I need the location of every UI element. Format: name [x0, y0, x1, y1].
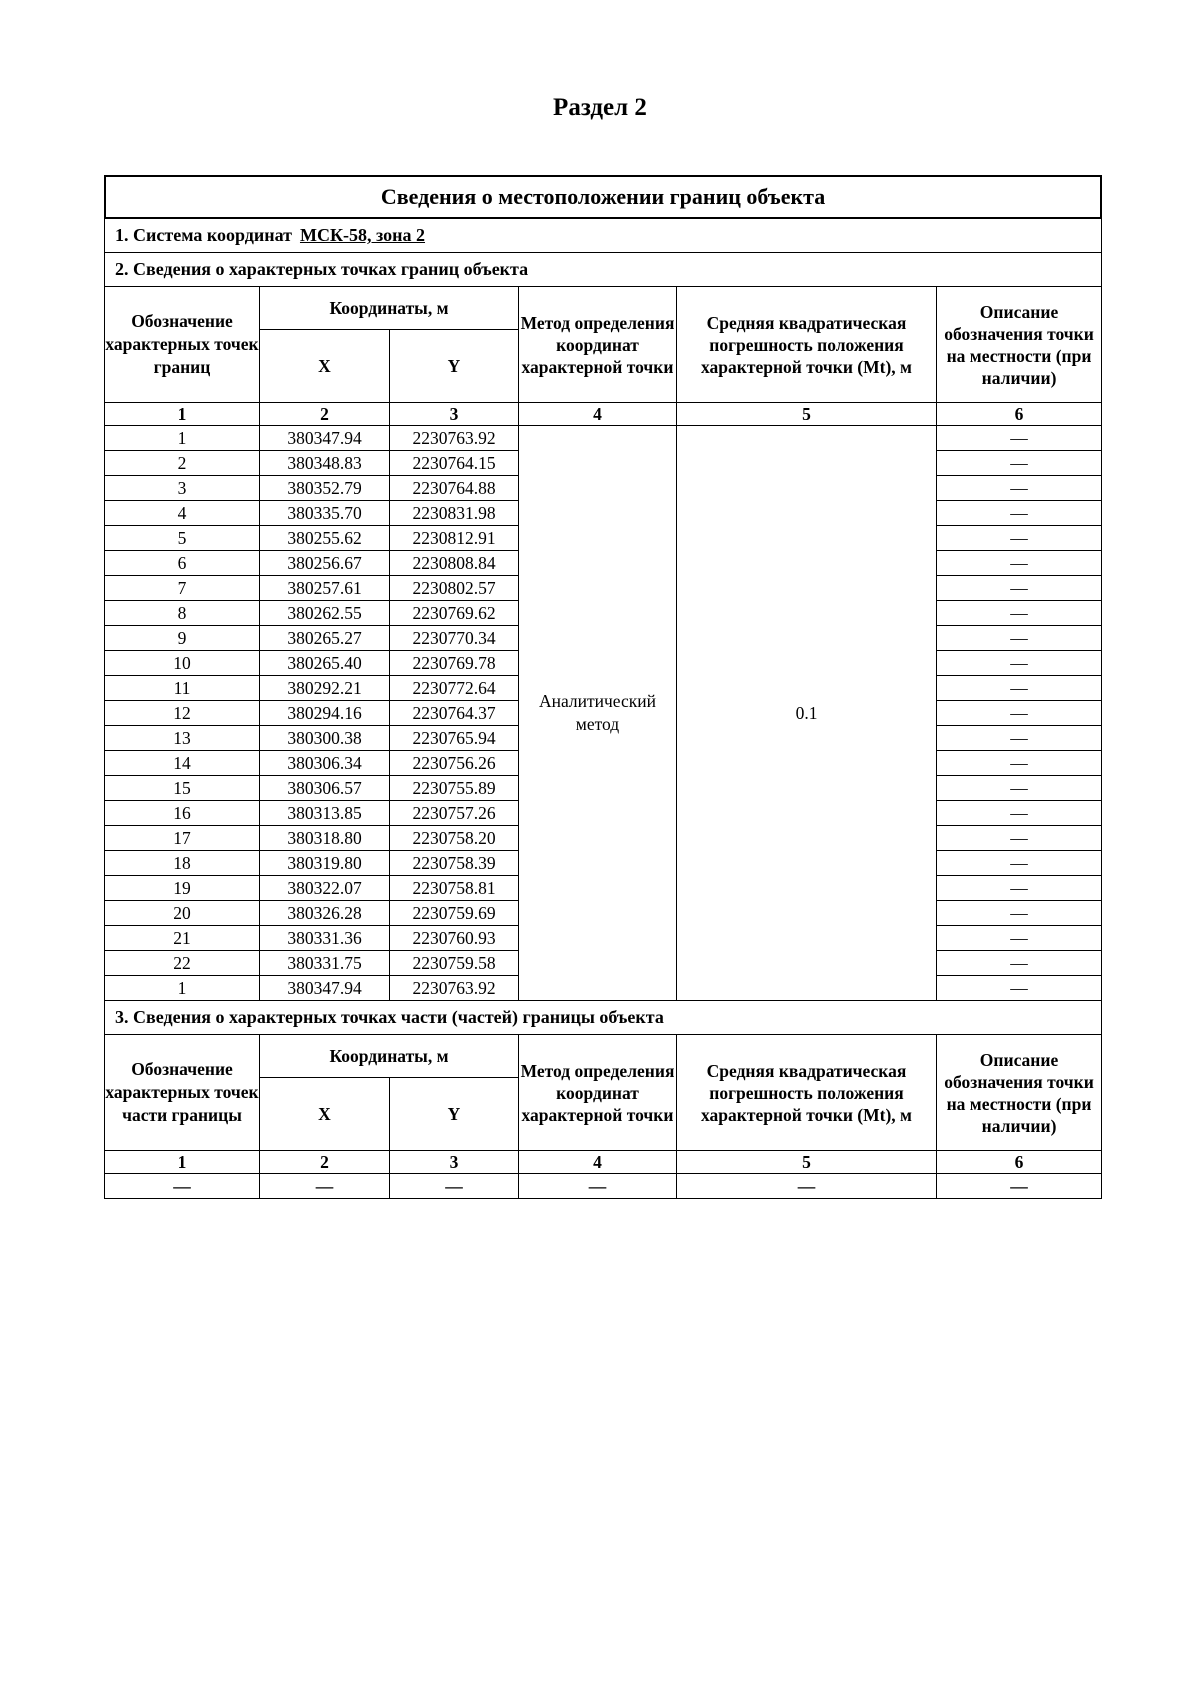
column-number: 6 [937, 1151, 1102, 1174]
point-number: 11 [105, 676, 260, 701]
point-x: 380306.57 [260, 776, 390, 801]
point-description: — [937, 901, 1102, 926]
point-description: — [937, 426, 1102, 451]
point-y: 2230756.26 [390, 751, 519, 776]
point-x: 380347.94 [260, 976, 390, 1001]
s3-header-description: Описание обозначения точки на местности (при наличии) [937, 1035, 1102, 1151]
header-method: Метод определения координат характерной точки [519, 287, 677, 403]
page-title: Раздел 2 [553, 94, 647, 121]
empty-cell: — [260, 1174, 390, 1199]
point-y: 2230759.58 [390, 951, 519, 976]
method-value: Аналитический метод [519, 426, 677, 1001]
point-number: 9 [105, 626, 260, 651]
point-number: 17 [105, 826, 260, 851]
point-row [105, 426, 1102, 451]
column-number: 4 [519, 403, 677, 426]
point-number: 16 [105, 801, 260, 826]
column-number: 1 [105, 403, 260, 426]
column-number: 2 [260, 403, 390, 426]
point-y: 2230764.37 [390, 701, 519, 726]
column-number: 3 [390, 1151, 519, 1174]
point-number: 18 [105, 851, 260, 876]
boundary-document [104, 175, 1101, 1199]
point-y: 2230764.15 [390, 451, 519, 476]
s3-header-coordinates: Координаты, м [260, 1035, 519, 1078]
point-y: 2230808.84 [390, 551, 519, 576]
column-number: 6 [937, 403, 1102, 426]
s3-header-designation: Обозначение характерных точек части границы [105, 1035, 260, 1151]
point-x: 380331.36 [260, 926, 390, 951]
section-1-label: 1. Система координат [115, 225, 292, 245]
point-x: 380347.94 [260, 426, 390, 451]
point-x: 380335.70 [260, 501, 390, 526]
point-description: — [937, 751, 1102, 776]
point-y: 2230760.93 [390, 926, 519, 951]
point-y: 2230765.94 [390, 726, 519, 751]
point-number: 2 [105, 451, 260, 476]
point-description: — [937, 726, 1102, 751]
point-description: — [937, 651, 1102, 676]
point-x: 380319.80 [260, 851, 390, 876]
point-number: 3 [105, 476, 260, 501]
point-number: 10 [105, 651, 260, 676]
point-x: 380262.55 [260, 601, 390, 626]
point-y: 2230769.62 [390, 601, 519, 626]
point-number: 7 [105, 576, 260, 601]
empty-cell: — [937, 1174, 1102, 1199]
header-description: Описание обозначения точки на местности (при наличии) [937, 287, 1102, 403]
point-y: 2230758.81 [390, 876, 519, 901]
s3-header-error: Средняя квадратическая погрешность положения характерной точки (Mt), м [677, 1035, 937, 1151]
column-number: 5 [677, 403, 937, 426]
point-description: — [937, 951, 1102, 976]
column-number: 4 [519, 1151, 677, 1174]
point-y: 2230831.98 [390, 501, 519, 526]
point-x: 380348.83 [260, 451, 390, 476]
point-x: 380265.27 [260, 626, 390, 651]
point-x: 380352.79 [260, 476, 390, 501]
point-description: — [937, 451, 1102, 476]
point-number: 8 [105, 601, 260, 626]
point-x: 380292.21 [260, 676, 390, 701]
point-description: — [937, 876, 1102, 901]
point-y: 2230772.64 [390, 676, 519, 701]
empty-cell: — [105, 1174, 260, 1199]
s3-header-y: Y [390, 1078, 519, 1151]
point-description: — [937, 551, 1102, 576]
header-y: Y [390, 330, 519, 403]
point-number: 19 [105, 876, 260, 901]
point-number: 5 [105, 526, 260, 551]
point-number: 15 [105, 776, 260, 801]
point-x: 380300.38 [260, 726, 390, 751]
point-description: — [937, 601, 1102, 626]
point-number: 20 [105, 901, 260, 926]
point-number: 1 [105, 976, 260, 1001]
point-number: 4 [105, 501, 260, 526]
point-y: 2230758.39 [390, 851, 519, 876]
point-number: 22 [105, 951, 260, 976]
section-2-title: 2. Сведения о характерных точках границ объекта [105, 253, 1102, 287]
point-x: 380331.75 [260, 951, 390, 976]
point-description: — [937, 676, 1102, 701]
point-y: 2230759.69 [390, 901, 519, 926]
point-x: 380322.07 [260, 876, 390, 901]
point-description: — [937, 851, 1102, 876]
point-x: 380255.62 [260, 526, 390, 551]
point-description: — [937, 701, 1102, 726]
empty-cell: — [390, 1174, 519, 1199]
header-error: Средняя квадратическая погрешность положения характерной точки (Mt), м [677, 287, 937, 403]
point-number: 1 [105, 426, 260, 451]
point-x: 380313.85 [260, 801, 390, 826]
empty-cell: — [519, 1174, 677, 1199]
s3-header-method: Метод определения координат характерной точки [519, 1035, 677, 1151]
point-y: 2230758.20 [390, 826, 519, 851]
s3-column-numbers-row [105, 1151, 1102, 1174]
point-y: 2230763.92 [390, 976, 519, 1001]
point-description: — [937, 476, 1102, 501]
error-value: 0.1 [677, 426, 937, 1001]
point-y: 2230764.88 [390, 476, 519, 501]
point-description: — [937, 501, 1102, 526]
point-x: 380318.80 [260, 826, 390, 851]
point-number: 14 [105, 751, 260, 776]
point-description: — [937, 826, 1102, 851]
point-x: 380265.40 [260, 651, 390, 676]
point-number: 21 [105, 926, 260, 951]
column-numbers-row [105, 403, 1102, 426]
point-description: — [937, 976, 1102, 1001]
column-number: 1 [105, 1151, 260, 1174]
point-number: 6 [105, 551, 260, 576]
header-designation: Обозначение характерных точек границ [105, 287, 260, 403]
coordinate-system-value: МСК-58, зона 2 [299, 225, 426, 245]
header-x: X [260, 330, 390, 403]
section-3-title: 3. Сведения о характерных точках части (частей) границы объекта [105, 1001, 1102, 1035]
point-description: — [937, 776, 1102, 801]
column-number: 2 [260, 1151, 390, 1174]
point-description: — [937, 926, 1102, 951]
point-y: 2230770.34 [390, 626, 519, 651]
s3-empty-row [105, 1174, 1102, 1199]
point-description: — [937, 576, 1102, 601]
empty-cell: — [677, 1174, 937, 1199]
point-description: — [937, 801, 1102, 826]
point-y: 2230757.26 [390, 801, 519, 826]
header-coordinates: Координаты, м [260, 287, 519, 330]
point-y: 2230755.89 [390, 776, 519, 801]
section-1-coordinate-system [105, 219, 1102, 253]
point-y: 2230812.91 [390, 526, 519, 551]
point-x: 380257.61 [260, 576, 390, 601]
point-number: 13 [105, 726, 260, 751]
point-y: 2230763.92 [390, 426, 519, 451]
point-number: 12 [105, 701, 260, 726]
s3-header-x: X [260, 1078, 390, 1151]
column-number: 3 [390, 403, 519, 426]
point-x: 380326.28 [260, 901, 390, 926]
boundary-table [104, 175, 1102, 1199]
point-y: 2230769.78 [390, 651, 519, 676]
point-x: 380306.34 [260, 751, 390, 776]
point-y: 2230802.57 [390, 576, 519, 601]
point-x: 380256.67 [260, 551, 390, 576]
column-number: 5 [677, 1151, 937, 1174]
main-title: Сведения о местоположении границ объекта [105, 176, 1102, 219]
point-description: — [937, 626, 1102, 651]
point-description: — [937, 526, 1102, 551]
point-x: 380294.16 [260, 701, 390, 726]
